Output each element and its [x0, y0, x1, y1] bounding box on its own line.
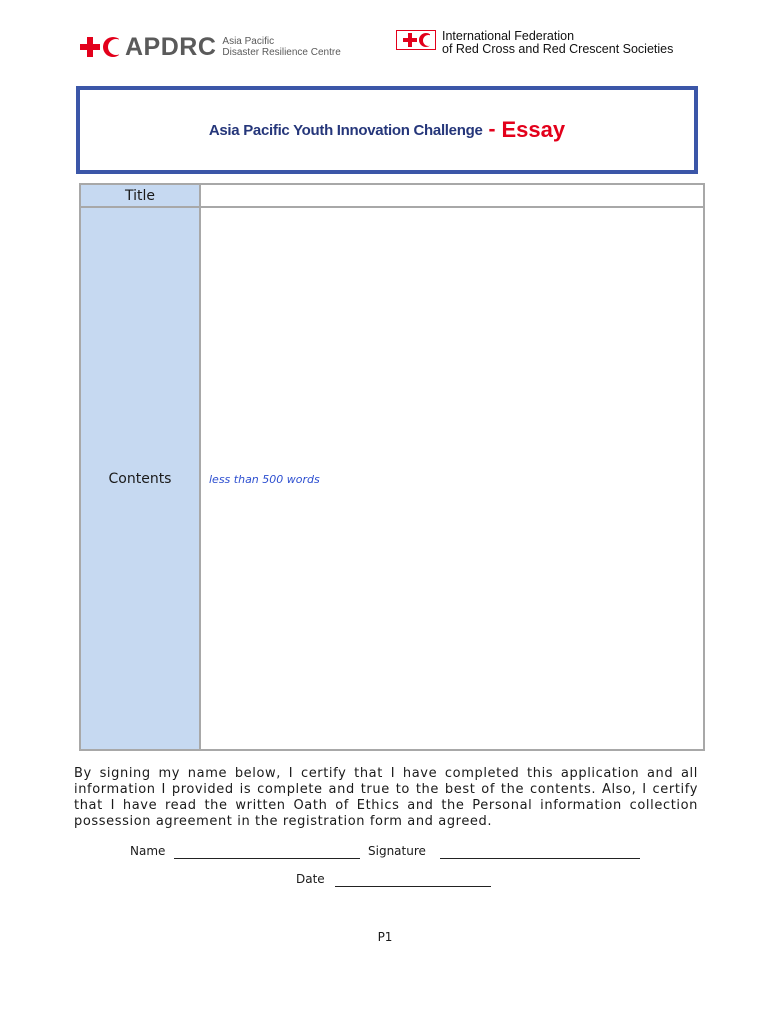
contents-label: Contents: [81, 206, 201, 749]
contents-hint: less than 500 words: [209, 473, 320, 486]
name-line[interactable]: [174, 844, 360, 859]
title-label: Title: [81, 185, 201, 206]
ifrc-emblem-icon: [396, 30, 436, 50]
date-label: Date: [296, 872, 325, 886]
red-crescent-icon: [103, 37, 119, 57]
signature-line[interactable]: [440, 844, 640, 859]
contents-field[interactable]: [201, 206, 703, 749]
red-crescent-icon: [419, 33, 430, 47]
date-line[interactable]: [335, 872, 491, 887]
document-title: Asia Pacific Youth Innovation Challenge: [208, 121, 483, 139]
signature-label: Signature: [368, 844, 426, 858]
name-label: Name: [130, 844, 166, 858]
apdrc-logo-text: APDRC: [125, 32, 217, 61]
ifrc-line1: International Federation: [442, 29, 575, 43]
ifrc-logo-text: [442, 30, 673, 56]
apdrc-subtitle-line1: Asia Pacific: [222, 36, 275, 47]
apdrc-logo: [80, 32, 341, 62]
ifrc-logo: [396, 30, 673, 56]
document-title-frame: [76, 86, 698, 174]
title-separator: -: [488, 118, 496, 141]
apdrc-logo-subtitle: [222, 36, 340, 58]
apdrc-subtitle-line2: Disaster Resilience Centre: [222, 47, 341, 58]
title-field[interactable]: [201, 185, 703, 206]
certification-statement: By signing my name below, I certify that I have completed this application and all information I provided is complete and true to the best of the contents. Also, I certify that I have read the written Oath of Ethics and the Personal information collection possession agreement in the registration form and agreed.: [74, 766, 698, 829]
page-number: P1: [377, 930, 393, 944]
red-cross-icon: [403, 33, 417, 47]
document-title-suffix: Essay: [501, 117, 566, 142]
ifrc-line2: of Red Cross and Red Crescent Societies: [442, 42, 674, 56]
red-cross-icon: [80, 37, 100, 57]
essay-form-table: [79, 183, 705, 751]
